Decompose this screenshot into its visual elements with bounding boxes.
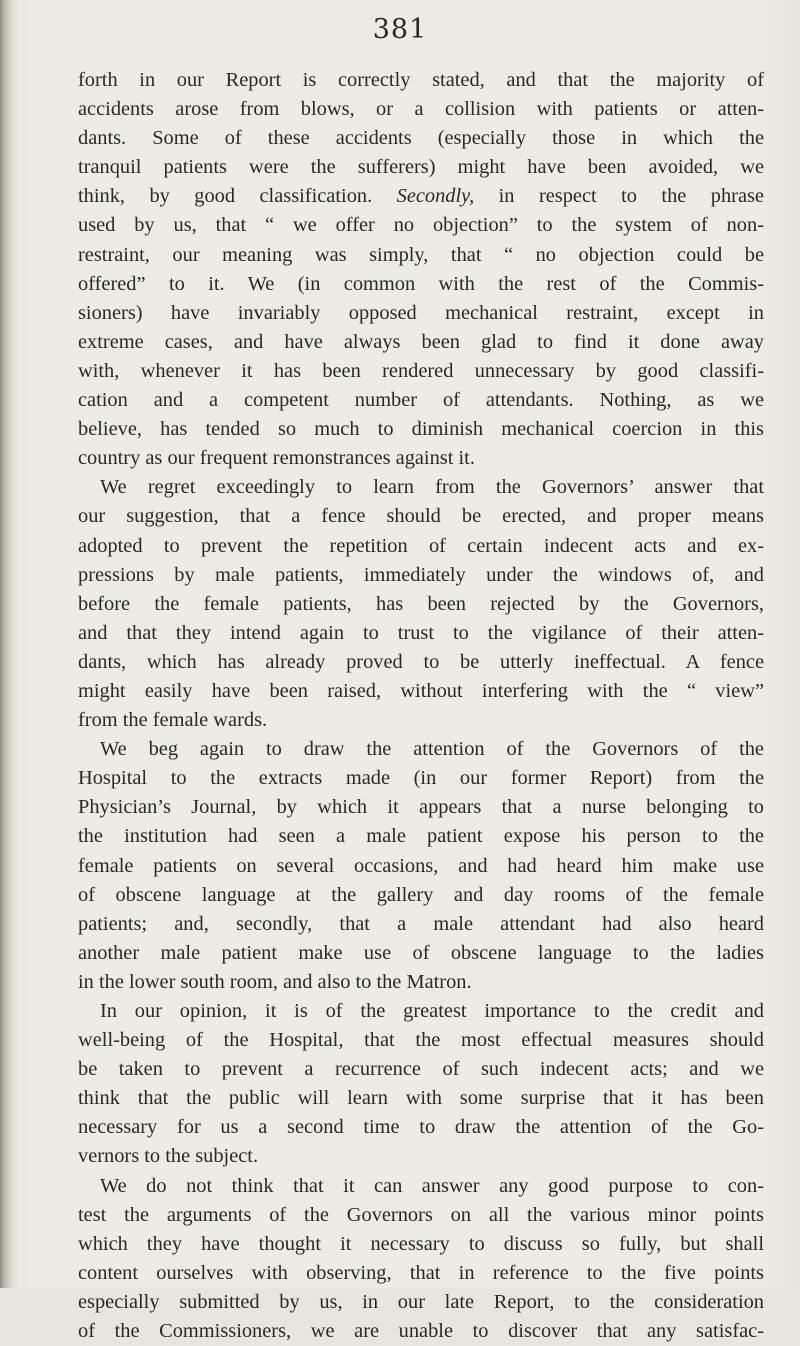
text-line: vernors to the subject. <box>78 1145 259 1168</box>
text-line: used by us, that “ we offer no objection” to the system of non- <box>78 214 764 237</box>
text-line: sioners) have invariably opposed mechanical restraint, except in <box>78 301 764 324</box>
text-line: We regret exceedingly to learn from the Governors’ answer that <box>100 476 764 499</box>
text-line: before the female patients, has been rejected by the Governors, <box>78 592 764 615</box>
text-line: be taken to prevent a recurrence of such indecent acts; and we <box>78 1058 764 1081</box>
text-line: cation and a competent number of attendants. Nothing, as we <box>78 389 764 412</box>
text-line: our suggestion, that a fence should be erected, and proper means <box>78 505 764 528</box>
text-line: extreme cases, and have always been glad to find it done away <box>78 330 764 353</box>
text-line: adopted to prevent the repetition of certain indecent acts and ex- <box>78 534 764 557</box>
text-line: female patients on several occasions, and had heard him make use <box>78 854 764 877</box>
text-line: dants, which has already proved to be utterly ineffectual. A fence <box>78 650 764 673</box>
text-line: might easily have been raised, without interfering with the “ view” <box>78 679 764 702</box>
text-line: of obscene language at the gallery and day rooms of the female <box>78 883 764 906</box>
text-line: in the lower south room, and also to the Matron. <box>78 970 472 993</box>
page-number: 381 <box>372 14 428 45</box>
text-line: especially submitted by us, in our late Report, to the consideration <box>78 1290 764 1313</box>
text-line: of the Commissioners, we are unable to discover that any satisfac- <box>78 1320 764 1343</box>
text-line: dants. Some of these accidents (especially those in which the <box>78 127 764 150</box>
text-line: In our opinion, it is of the greatest importance to the credit and <box>100 1000 764 1022</box>
binding-gutter <box>0 0 14 1288</box>
text-line: We beg again to draw the attention of the Governors of the <box>100 738 764 761</box>
text-line: offered” to it. We (in common with the rest of the Commis- <box>78 272 764 295</box>
text-line: well-being of the Hospital, that the most effectual measures should <box>78 1029 764 1052</box>
text-line: from the female wards. <box>78 709 268 732</box>
text-line: pressions by male patients, immediately under the windows of, and <box>78 563 764 586</box>
text-line: think that the public will learn with some surprise that it has been <box>78 1087 764 1110</box>
text-line: country as our frequent remonstrances against it. <box>78 447 475 470</box>
text-line: Physician’s Journal, by which it appears that a nurse belonging to <box>78 796 764 819</box>
text-line: necessary for us a second time to draw the attention of the Go- <box>78 1116 764 1139</box>
text-line: which they have thought it necessary to discuss so fully, but shall <box>78 1232 764 1255</box>
text-line: believe, has tended so much to diminish mechanical coercion in this <box>78 418 764 441</box>
text-line: think, by good classification. Secondly, in respect to the phrase <box>78 185 764 208</box>
text-line: Hospital to the extracts made (in our former Report) from the <box>78 767 764 790</box>
text-line: We do not think that it can answer any good purpose to con- <box>100 1174 764 1197</box>
text-line: tranquil patients were the sufferers) might have been avoided, we <box>78 156 764 179</box>
text-line: restraint, our meaning was simply, that “ no objection could be <box>78 243 764 266</box>
text-line: forth in our Report is correctly stated, and that the majority of <box>78 69 764 91</box>
text-line: content ourselves with observing, that in reference to the five points <box>78 1261 764 1284</box>
text-line: and that they intend again to trust to the vigilance of their atten- <box>78 621 764 644</box>
text-line: patients; and, secondly, that a male attendant had also heard <box>78 912 764 935</box>
text-line: another male patient make use of obscene language to the ladies <box>78 941 764 964</box>
text-line: the institution had seen a male patient expose his person to the <box>78 825 764 848</box>
body-text <box>78 66 764 1346</box>
text-line: accidents arose from blows, or a collision with patients or atten- <box>78 98 764 121</box>
text-line: test the arguments of the Governors on all the various minor points <box>78 1203 764 1226</box>
text-line: with, whenever it has been rendered unnecessary by good classifi- <box>78 359 764 382</box>
